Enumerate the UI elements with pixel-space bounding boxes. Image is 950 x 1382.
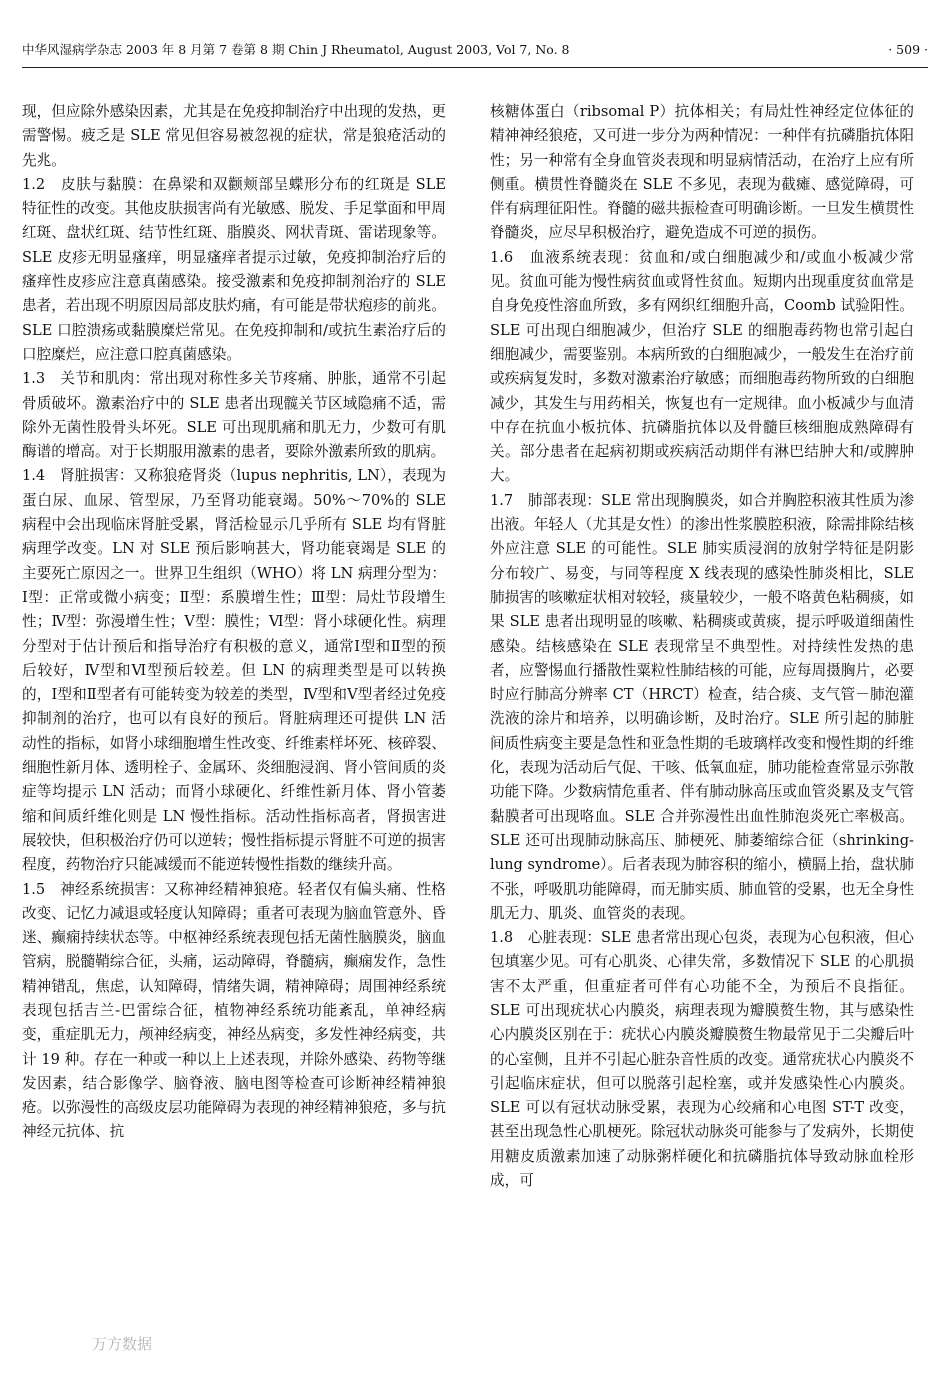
paragraph-heart: 1.8 心脏表现：SLE 患者常出现心包炎，表现为心包积液，但心包填塞少见。可有心肌炎、心律失常，多数情况下 SLE 的心肌损害不太严重，但重症者可伴有心功能不全，为预后不良指征。SLE 可出现疣状心内膜炎，病理表现为瓣膜赘生物，其与感染性心内膜炎区别在于：疣状心内膜炎瓣膜赘生物最常见于二尖瓣后叶的心室侧，且并不引起心脏杂音性质的改变。通常疣状心内膜炎不引起临床症状，但可以脱落引起栓塞，或并发感染性心内膜炎。SLE 可以有冠状动脉受累，表现为心绞痛和心电图 ST-T 改变，甚至出现急性心肌梗死。除冠状动脉炎可能参与了发病外，长期使用糖皮质激素加速了动脉粥样硬化和抗磷脂抗体导致动脉血栓形成，可 <box>490 929 914 1190</box>
paragraph-fever-continued: 现，但应除外感染因素，尤其是在免疫抑制治疗中出现的发热，更需警惕。疲乏是 SLE 常见但容易被忽视的症状，常是狼疮活动的先兆。 <box>22 103 446 169</box>
right-column <box>490 100 914 1375</box>
page-number: · 509 · <box>888 42 928 57</box>
paragraph-joints-muscles: 1.3 关节和肌肉：常出现对称性多关节疼痛、肿胀，通常不引起骨质破坏。激素治疗中的 SLE 患者出现髋关节区域隐痛不适，需除外无菌性股骨头坏死。SLE 可出现肌痛和肌无力，少数可有肌酶谱的增高。对于长期服用激素的患者，要除外激素所致的肌病。 <box>22 370 446 461</box>
watermark: 万方数据 <box>92 1335 153 1353</box>
left-column <box>22 100 446 1375</box>
journal-citation: 中华风湿病学杂志 2003 年 8 月第 7 卷第 8 期 Chin J Rheumatol, August 2003, Vol 7, No. 8 <box>22 42 570 57</box>
paragraph-skin-mucosa: 1.2 皮肤与黏膜：在鼻梁和双颧颊部呈蝶形分布的红斑是 SLE 特征性的改变。其他皮肤损害尚有光敏感、脱发、手足掌面和甲周红斑、盘状红斑、结节性红斑、脂膜炎、网状青斑、雷诺现象等。SLE 皮疹无明显瘙痒，明显瘙痒者提示过敏，免疫抑制治疗后的瘙痒性皮疹应注意真菌感染。接受激素和免疫抑制剂治疗的 SLE 患者，若出现不明原因局部皮肤灼痛，有可能是带状疱疹的前兆。SLE 口腔溃疡或黏膜糜烂常见。在免疫抑制和/或抗生素治疗后的口腔糜烂，应注意口腔真菌感染。 <box>22 175 446 363</box>
paragraph-lung: 1.7 肺部表现：SLE 常出现胸膜炎，如合并胸腔积液其性质为渗出液。年轻人（尤其是女性）的渗出性浆膜腔积液，除需排除结核外应注意 SLE 的可能性。SLE 肺实质浸润的放射学特征是阴影分布较广、易变，与同等程度 X 线表现的感染性肺炎相比，SLE 肺损害的咳嗽症状相对较轻，痰量较少，一般不咯黄色粘稠痰，如果 SLE 患者出现明显的咳嗽、粘稠痰或黄痰，提示呼吸道细菌性感染。结核感染在 SLE 表现常呈不典型性。对持续性发热的患者，应警惕血行播散性粟粒性肺结核的可能，应每周摄胸片，必要时应行肺高分辨率 CT（HRCT）检查，结合痰、支气管－肺泡灌洗液的涂片和培养，以明确诊断，及时治疗。SLE 所引起的肺脏间质性病变主要是急性和亚急性期的毛玻璃样改变和慢性期的纤维化，表现为活动后气促、干咳、低氧血症，肺功能检查常显示弥散功能下降。少数病情危重者、伴有肺动脉高压或血管炎累及支气管黏膜者可出现咯血。SLE 合并弥漫性出血性肺泡炎死亡率极高。SLE 还可出现肺动脉高压、肺梗死、肺萎缩综合征（shrinking-lung syndrome）。后者表现为肺容积的缩小，横膈上抬，盘状肺不张，呼吸肌功能障碍，而无肺实质、肺血管的受累，也无全身性肌无力、肌炎、血管炎的表现。 <box>490 491 914 922</box>
paragraph-kidney: 1.4 肾脏损害：又称狼疮肾炎（lupus nephritis, LN），表现为蛋白尿、血尿、管型尿，乃至肾功能衰竭。50%～70%的 SLE 病程中会出现临床肾脏受累，肾活检显示几乎所有 SLE 均有肾脏病理学改变。LN 对 SLE 预后影响甚大，肾功能衰竭是 SLE 的主要死亡原因之一。世界卫生组织（WHO）将 LN 病理分型为：Ⅰ型：正常或微小病变；Ⅱ型：系膜增生性；Ⅲ型：局灶节段增生性；Ⅳ型：弥漫增生性；Ⅴ型：膜性；Ⅵ型：肾小球硬化性。病理分型对于估计预后和指导治疗有积极的意义，通常Ⅰ型和Ⅱ型的预后较好，Ⅳ型和Ⅵ型预后较差。但 LN 的病理类型是可以转换的，Ⅰ型和Ⅱ型者有可能转变为较差的类型，Ⅳ型和Ⅴ型者经过免疫抑制剂的治疗，也可以有良好的预后。肾脏病理还可提供 LN 活动性的指标，如肾小球细胞增生性改变、纤维素样坏死、核碎裂、细胞性新月体、透明栓子、金属环、炎细胞浸润、肾小管间质的炎症等均提示 LN 活动；而肾小球硬化、纤维性新月体、肾小管萎缩和间质纤维化则是 LN 慢性指标。活动性指标高者，肾损害进展较快，但积极治疗仍可以逆转；慢性指标提示肾脏不可逆的损害程度，药物治疗只能减缓而不能逆转慢性指数的继续升高。 <box>22 467 446 874</box>
paragraph-blood: 1.6 血液系统表现：贫血和/或白细胞减少和/或血小板减少常见。贫血可能为慢性病贫血或肾性贫血。短期内出现重度贫血常是自身免疫性溶血所致，多有网织红细胞升高，Coomb 试验阳性。SLE 可出现白细胞减少，但治疗 SLE 的细胞毒药物也常引起白细胞减少，需要鉴别。本病所致的白细胞减少，一般发生在治疗前或疾病复发时，多数对激素治疗敏感；而细胞毒药物所致的白细胞减少，其发生与用药相关，恢复也有一定规律。血小板减少与血清中存在抗血小板抗体、抗磷脂抗体以及骨髓巨核细胞成熟障碍有关。部分患者在起病初期或疾病活动期伴有淋巴结肿大和/或脾肿大。 <box>490 248 914 485</box>
running-header <box>22 40 928 60</box>
paragraph-nervous-system: 1.5 神经系统损害：又称神经精神狼疮。轻者仅有偏头痛、性格改变、记忆力减退或轻度认知障碍；重者可表现为脑血管意外、昏迷、癫痫持续状态等。中枢神经系统表现包括无菌性脑膜炎，脑血管病，脱髓鞘综合征，头痛，运动障碍，脊髓病，癫痫发作，急性精神错乱，焦虑，认知障碍，情绪失调，精神障碍；周围神经系统表现包括吉兰-巴雷综合征，植物神经系统功能紊乱，单神经病变，重症肌无力，颅神经病变，神经丛病变，多发性神经病变，共计 19 种。存在一种或一种以上上述表现，并除外感染、药物等继发因素，结合影像学、脑脊液、脑电图等检查可诊断神经精神狼疮。以弥漫性的高级皮层功能障碍为表现的神经精神狼疮，多与抗神经元抗体、抗 <box>22 880 446 1141</box>
header-rule <box>22 67 928 68</box>
paragraph-nervous-continued: 核糖体蛋白（ribsomal P）抗体相关；有局灶性神经定位体征的精神神经狼疮，又可进一步分为两种情况：一种伴有抗磷脂抗体阳性；另一种常有全身血管炎表现和明显病情活动，在治疗上应有所侧重。横贯性脊髓炎在 SLE 不多见，表现为截瘫、感觉障碍，可伴有病理征阳性。脊髓的磁共振检查可明确诊断。一旦发生横贯性脊髓炎，应尽早积极治疗，避免造成不可逆的损伤。 <box>490 103 914 242</box>
